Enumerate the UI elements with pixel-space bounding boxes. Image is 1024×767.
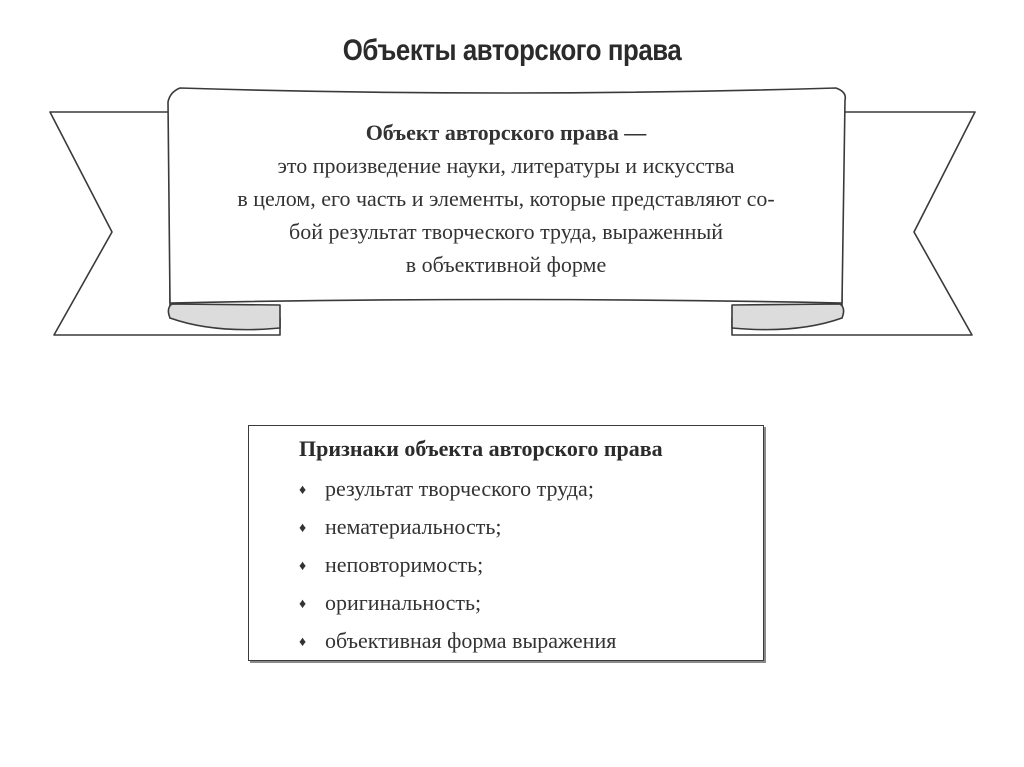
list-item bbox=[299, 623, 616, 661]
list-item-text: объективная форма выражения bbox=[325, 628, 617, 653]
page-title: Объекты авторского права bbox=[342, 34, 682, 67]
diamond-bullet-icon: ♦ bbox=[299, 635, 307, 650]
definition-text bbox=[170, 116, 842, 281]
definition-line-1: это произведение науки, литературы и искусства bbox=[277, 153, 735, 178]
list-item-text: нематериальность; bbox=[325, 514, 502, 539]
diamond-bullet-icon: ♦ bbox=[299, 483, 307, 498]
list-item bbox=[299, 585, 616, 623]
definition-term: Объект авторского права — bbox=[365, 120, 647, 145]
list-item bbox=[299, 509, 616, 547]
definition-line-3: бой результат творческого труда, выраженный bbox=[289, 219, 723, 244]
criteria-title: Признаки объекта авторского права bbox=[299, 436, 663, 461]
list-item bbox=[299, 547, 616, 585]
definition-line-4: в объективной форме bbox=[405, 252, 607, 277]
list-item-text: результат творческого труда; bbox=[325, 476, 594, 501]
diamond-bullet-icon: ♦ bbox=[299, 559, 307, 574]
diamond-bullet-icon: ♦ bbox=[299, 597, 307, 612]
definition-line-2: в целом, его часть и элементы, которые представляют со- bbox=[237, 186, 775, 211]
diamond-bullet-icon: ♦ bbox=[299, 521, 307, 536]
criteria-list bbox=[299, 471, 616, 661]
list-item bbox=[299, 471, 616, 509]
criteria-box bbox=[248, 425, 764, 661]
list-item-text: неповторимость; bbox=[325, 552, 484, 577]
list-item-text: оригинальность; bbox=[325, 590, 482, 615]
